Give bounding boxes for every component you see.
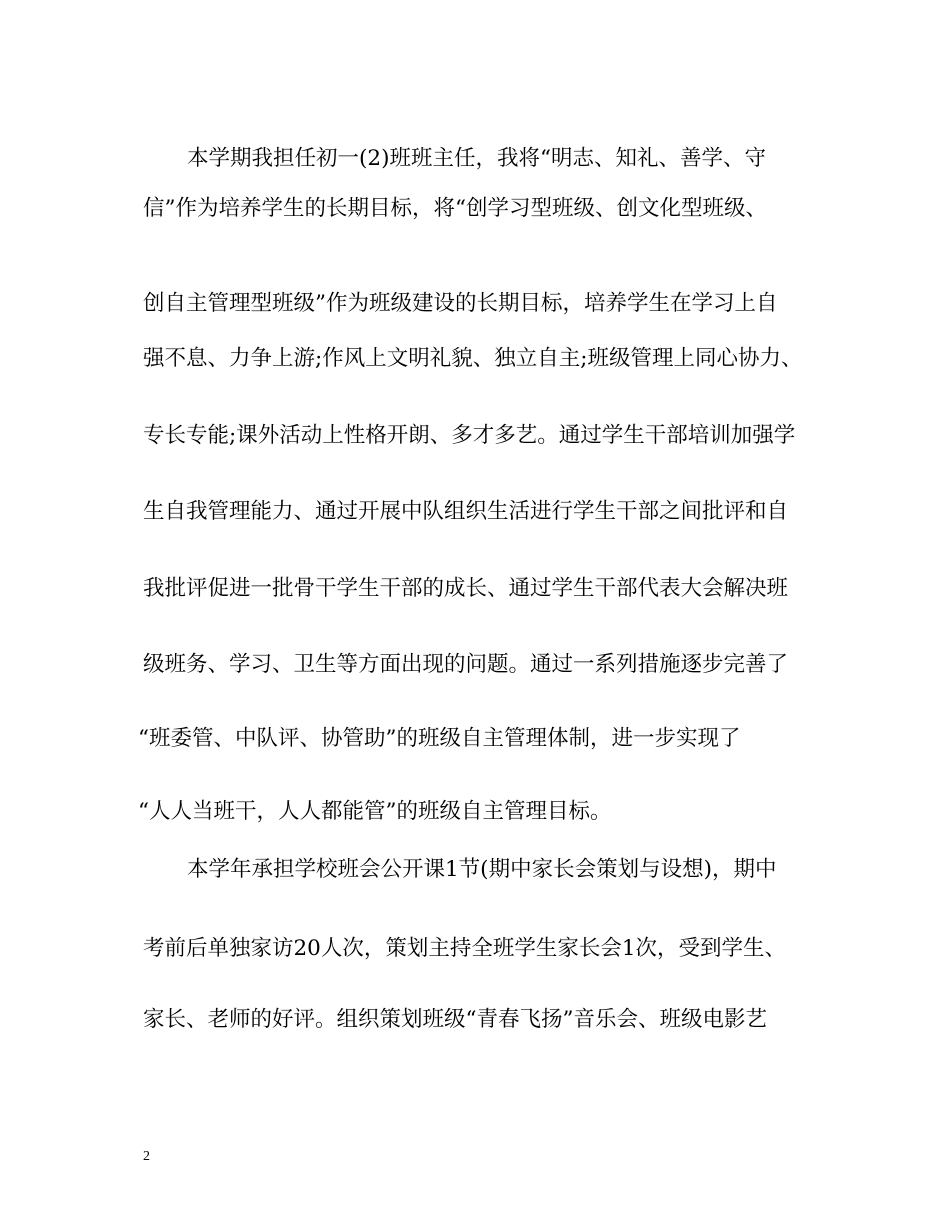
- paragraph-1-line-10: “人人当班干，人人都能管”的班级自主管理目标。: [138, 799, 612, 824]
- paragraph-1-line-5: 专长专能;课外活动上性格开朗、多才多艺。通过学生干部培训加强学: [143, 423, 796, 448]
- paragraph-1-line-7: 我批评促进一批骨干学生干部的成长、通过学生干部代表大会解决班: [143, 576, 789, 601]
- paragraph-1-line-1: 本学期我担任初一(2)班班主任，我将“明志、知礼、善学、守: [187, 146, 766, 171]
- paragraph-1-line-6: 生自我管理能力、通过开展中队组织生活进行学生干部之间批评和自: [143, 499, 789, 524]
- paragraph-1-line-3: 创自主管理型班级”作为班级建设的长期目标，培养学生在学习上自: [143, 291, 778, 316]
- paragraph-1-line-9: “班委管、中队评、协管助”的班级自主管理体制，进一步实现了: [138, 726, 741, 751]
- paragraph-1-line-8: 级班务、学习、卫生等方面出现的问题。通过一系列措施逐步完善了: [143, 652, 789, 677]
- paragraph-2-line-3: 家长、老师的好评。组织策划班级“青春飞扬”音乐会、班级电影艺: [143, 1007, 767, 1032]
- paragraph-1-line-4: 强不息、力争上游;作风上文明礼貌、独立自主;班级管理上同心协力、: [143, 346, 803, 371]
- paragraph-2-line-2: 考前后单独家访20人次，策划主持全班学生家长会1次，受到学生、: [143, 936, 787, 961]
- paragraph-2-line-1: 本学年承担学校班会公开课1节(期中家长会策划与设想)，期中: [187, 857, 777, 882]
- paragraph-1-line-2: 信”作为培养学生的长期目标，将“创学习型班级、创文化型班级、: [143, 196, 767, 221]
- page-number: 2: [143, 1149, 150, 1164]
